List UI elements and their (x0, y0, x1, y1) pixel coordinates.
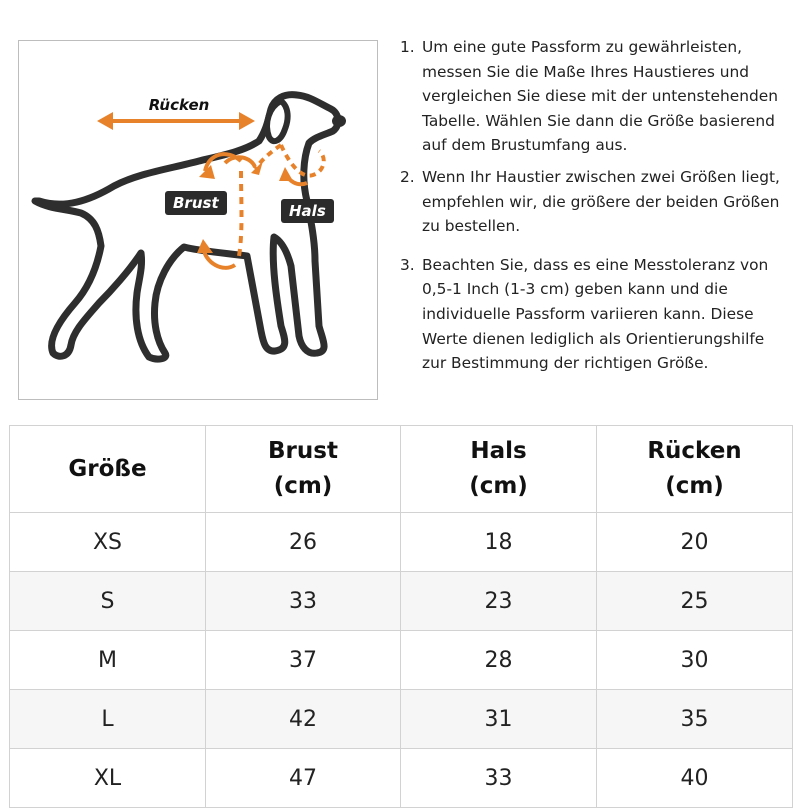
instruction-text: Beachten Sie, dass es eine Messtoleranz von 0,5-1 Inch (1-3 cm) geben kann und die individuelle Passform variieren kann. Diese Werte dienen lediglich als Orientierungshilfe zur Bestimmung der richtigen Größe. (422, 255, 769, 373)
cell-back: 35 (597, 690, 793, 749)
back-label: Rücken (148, 96, 210, 114)
chest-label: Brust (165, 191, 227, 215)
cell-size: S (10, 572, 206, 631)
instruction-text: Wenn Ihr Haustier zwischen zwei Größen liegt, empfehlen wir, die größere der beiden Größen zu bestellen. (422, 167, 780, 236)
cell-neck: 28 (401, 631, 597, 690)
table-row (10, 631, 793, 690)
cell-back: 20 (597, 513, 793, 572)
table-header-row (10, 426, 793, 513)
cell-neck: 23 (401, 572, 597, 631)
header-size: Größe (10, 426, 206, 513)
instruction-item (396, 165, 790, 239)
instruction-item (396, 35, 790, 158)
cell-neck: 31 (401, 690, 597, 749)
size-table (9, 425, 793, 808)
cell-neck: 18 (401, 513, 597, 572)
cell-chest: 42 (206, 690, 401, 749)
cell-chest: 33 (206, 572, 401, 631)
neck-label: Hals (281, 199, 334, 223)
instruction-item (396, 253, 790, 376)
cell-chest: 26 (206, 513, 401, 572)
instruction-number: 3. (400, 255, 415, 274)
instruction-number: 2. (400, 167, 415, 186)
table-row (10, 749, 793, 808)
cell-back: 30 (597, 631, 793, 690)
cell-size: M (10, 631, 206, 690)
header-back: Rücken (cm) (597, 426, 793, 513)
cell-chest: 37 (206, 631, 401, 690)
cell-neck: 33 (401, 749, 597, 808)
cell-size: L (10, 690, 206, 749)
instruction-number: 1. (400, 38, 415, 56)
table-row (10, 513, 793, 572)
cell-size: XS (10, 513, 206, 572)
instruction-text: Um eine gute Passform zu gewährleisten, messen Sie die Maße Ihres Haustieres und vergleichen Sie diese mit der untenstehenden Tabelle. Wählen Sie dann die Größe basierend auf dem Brustumfang aus. (422, 38, 778, 155)
instructions-list (396, 35, 790, 383)
header-chest: Brust (cm) (206, 426, 401, 513)
dog-measurement-illustration (18, 40, 378, 400)
table-row (10, 690, 793, 749)
cell-chest: 47 (206, 749, 401, 808)
cell-back: 25 (597, 572, 793, 631)
cell-back: 40 (597, 749, 793, 808)
table-row (10, 572, 793, 631)
header-neck: Hals (cm) (401, 426, 597, 513)
cell-size: XL (10, 749, 206, 808)
